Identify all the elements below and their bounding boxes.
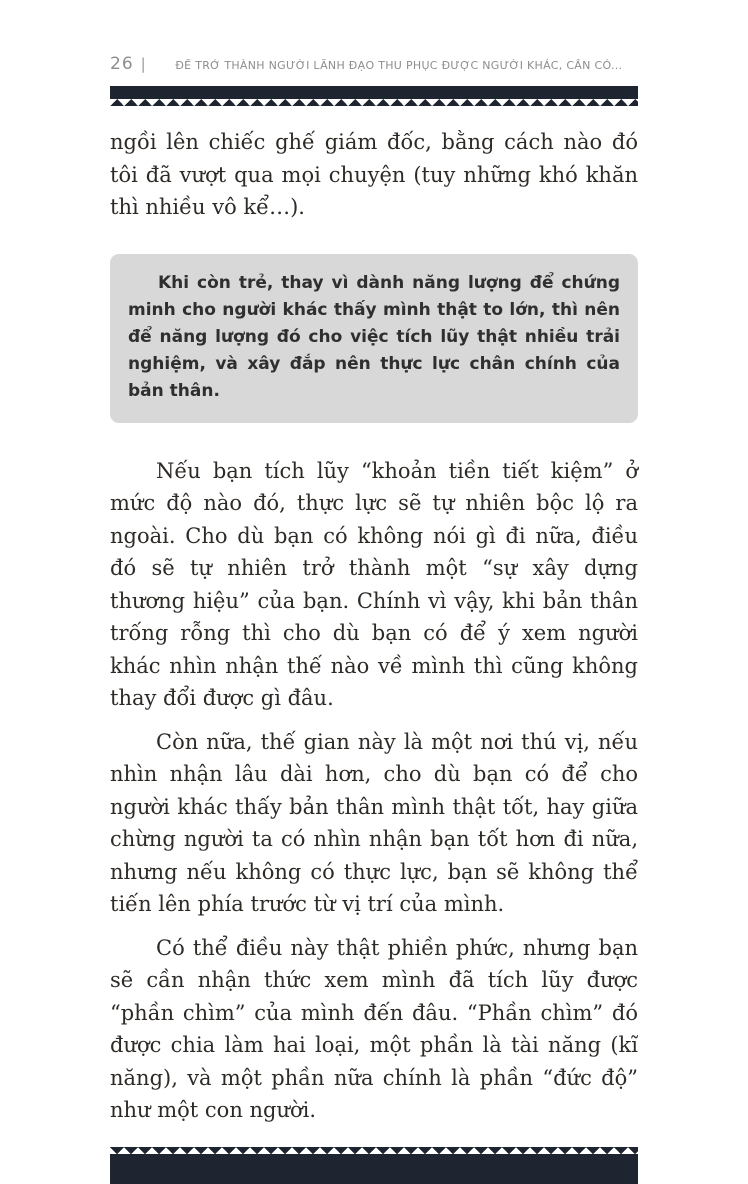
page-header [110,54,638,74]
body-paragraph: Còn nữa, thế gian này là một nơi thú vị, nếu nhìn nhận lâu dài hơn, cho dù bạn có để cho người khác thấy bản thân mình thật tốt, hay giữa chừng người ta có nhìn nhận bạn tốt hơn đi nữa, nhưng nếu không có thực lực, bạn sẽ không thể tiến lên phía trước từ vị trí của mình. [110,729,638,916]
body-paragraph: Nếu bạn tích lũy “khoản tiền tiết kiệm” ở mức độ nào đó, thực lực sẽ tự nhiên bộc lộ ra ngoài. Cho dù bạn có không nói gì đi nữa, điều đó sẽ tự nhiên trở thành một “sự xây dựng thương hiệu” của bạn. Chính vì vậy, khi bản thân trống rỗng thì cho dù bạn có để ý xem người khác nhìn nhận thế nào về mình thì cũng không thay đổi được gì đâu. [110,458,638,710]
page-number-separator: | [140,55,146,73]
page-content [110,126,638,1127]
running-title: ĐỂ TRỞ THÀNH NGƯỜI LÃNH ĐẠO THU PHỤC ĐƯỢC NGƯỜI KHÁC, CẦN CÓ... [175,59,623,72]
body-paragraph: ngồi lên chiếc ghế giám đốc, bằng cách nào đó tôi đã vượt qua mọi chuyện (tuy những khó khăn thì nhiều vô kể…). [110,130,638,219]
page-number: 26 [110,54,134,74]
quote-callout-text: Khi còn trẻ, thay vì dành năng lượng để chứng minh cho người khác thấy mình thật to lớn, thì nên để năng lượng đó cho việc tích lũy thật nhiều trải nghiệm, và xây đắp nên thực lực chân chính của bản thân. [128,272,620,401]
footer-stitched-bar [110,1154,638,1184]
header-stitched-bar [110,86,638,99]
body-paragraph: Có thể điều này thật phiền phức, nhưng bạn sẽ cần nhận thức xem mình đã tích lũy được “phần chìm” của mình đến đâu. “Phần chìm” đó được chia làm hai loại, một phần là tài năng (kĩ năng), và một phần nữa chính là phần “đức độ” như một con người. [110,935,638,1122]
quote-callout [110,254,638,423]
